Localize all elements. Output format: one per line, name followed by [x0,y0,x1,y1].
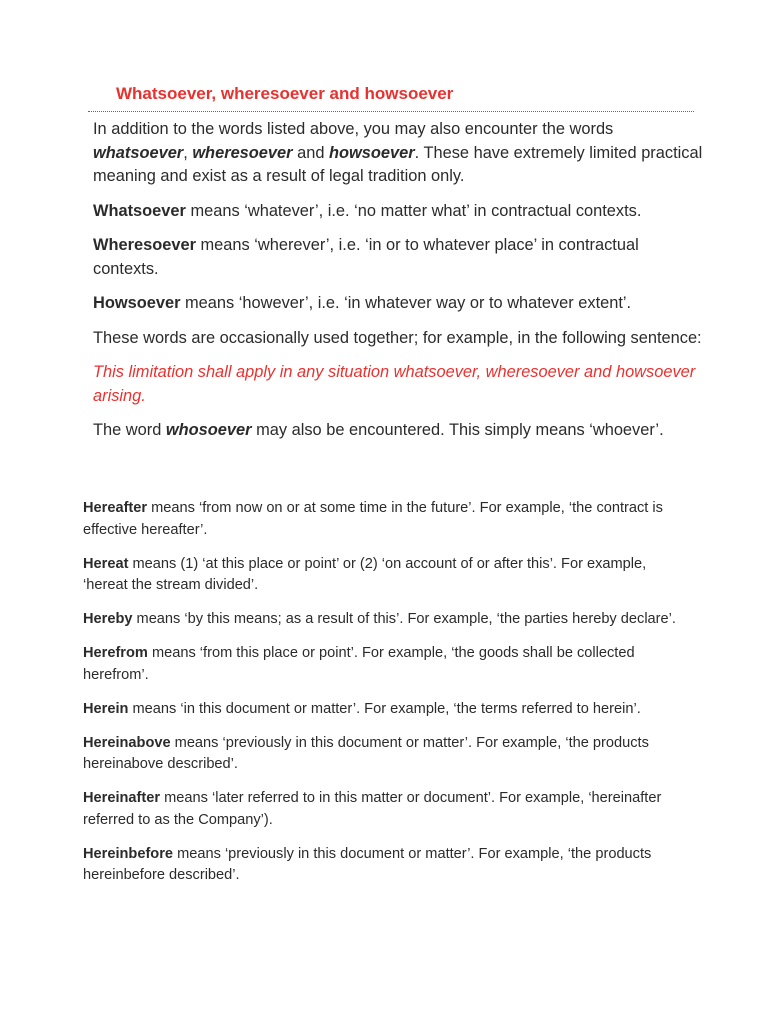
definition-text: means ‘however’, i.e. ‘in whatever way or to whatever extent’. [180,294,632,312]
term-word: Hereafter [83,500,148,516]
example-sentence: This limitation shall apply in any situation whatsoever, wheresoever and howsoever arising. [93,363,696,405]
definition-whatsoever [93,200,705,224]
term-definition: means ‘from now on or at some time in the future’. For example, ‘the contract is effective hereafter’. [83,500,663,538]
term-herein [83,699,683,721]
term-word: Herefrom [83,645,148,661]
term-definition: means (1) ‘at this place or point’ or (2) ‘on account of or after this’. For example, ‘hereat the stream divided’. [83,555,647,593]
soever-section [93,118,705,454]
intro-separator: , [183,143,193,162]
term-hereinafter [83,788,683,831]
term-definition: means ‘by this means; as a result of this’. For example, ‘the parties hereby declare’. [132,611,676,627]
term-howsoever: howsoever [329,143,415,162]
together-paragraph: These words are occasionally used together; for example, in the following sentence: [93,328,702,347]
definition-word: Howsoever [93,294,181,312]
term-word: Herein [83,700,129,717]
definition-howsoever [93,292,705,316]
here-terms-list [83,498,683,899]
term-definition: means ‘later referred to in this matter or document’. For example, ‘hereinafter referred to as the Company’). [83,790,662,828]
intro-text: In addition to the words listed above, you may also encounter the words [93,120,614,138]
whosoever-text: The word [93,421,166,439]
term-whosoever: whosoever [165,421,252,439]
term-word: Hereby [83,611,133,627]
intro-separator: and [292,143,330,162]
term-word: Hereinbefore [83,845,174,862]
term-herefrom [83,643,683,686]
term-hereat [83,554,683,597]
term-hereafter [83,498,683,541]
section-heading: Whatsoever, wheresoever and howsoever [116,84,454,103]
whosoever-text: may also be encountered. This simply means ‘whoever’. [251,421,664,439]
term-definition: means ‘in this document or matter’. For example, ‘the terms referred to herein’. [128,700,641,717]
term-definition: means ‘previously in this document or matter’. For example, ‘the products hereinbefore described’. [83,845,652,883]
definition-text: means ‘wherever’, i.e. ‘in or to whatever place’ in contractual contexts. [93,236,639,278]
term-definition: means ‘from this place or point’. For example, ‘the goods shall be collected herefrom’. [83,645,635,683]
term-definition: means ‘previously in this document or matter’. For example, ‘the products hereinabove described’. [83,734,649,772]
term-hereinbefore [83,844,683,887]
whosoever-paragraph [93,419,705,443]
definition-text: means ‘whatever’, i.e. ‘no matter what’ in contractual contexts. [185,201,642,220]
term-hereby [83,609,683,631]
term-wheresoever: wheresoever [192,143,293,162]
term-word: Hereinabove [83,734,171,751]
heading-divider [88,111,694,112]
definition-word: Wheresoever [93,236,196,254]
term-whatsoever: whatsoever [93,143,184,162]
term-hereinabove [83,733,683,776]
definition-word: Whatsoever [93,201,186,220]
intro-text: . These have extremely limited practical meaning and exist as a result of legal tradition only. [93,143,703,185]
term-word: Hereinafter [83,790,161,806]
intro-paragraph [93,118,705,189]
term-word: Hereat [83,555,129,572]
definition-wheresoever [93,234,705,281]
